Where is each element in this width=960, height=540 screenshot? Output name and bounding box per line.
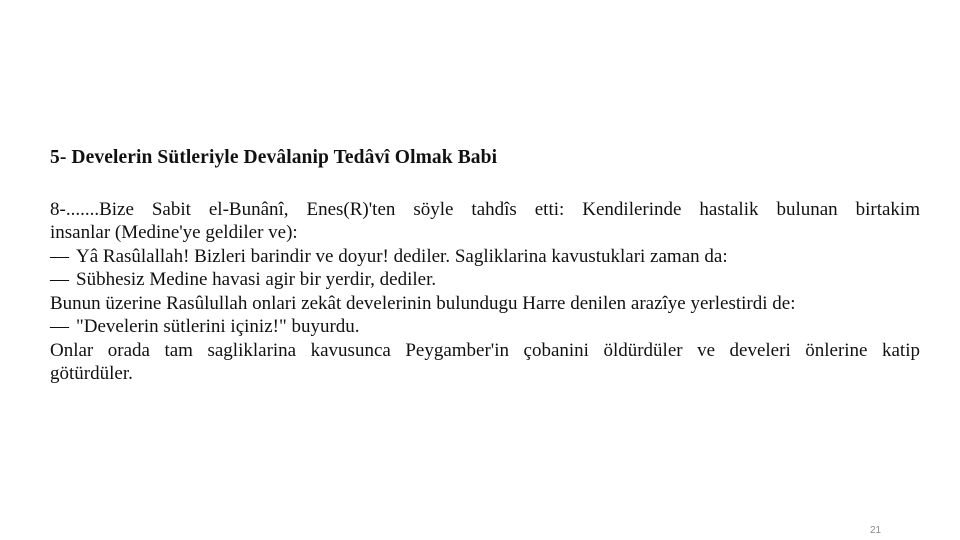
text-line-content: 8-.......Bize Sabit el-Bunânî, Enes(R)'ten söyle tahdîs etti: Kendilerinde hastalik bulunan birtakim — [50, 198, 920, 220]
text-line-content: Yâ Rasûlallah! Bizleri barindir ve doyur! dediler. Sagliklarina kavustuklari zaman da: — [76, 245, 728, 267]
page-number: 21 — [870, 525, 882, 536]
text-line-content: insanlar (Medine'ye geldiler ve): — [50, 222, 298, 243]
text-line-content: "Develerin sütlerini içiniz!" buyurdu. — [76, 316, 360, 337]
em-dash: — — [50, 316, 69, 337]
text-line — [50, 362, 920, 386]
em-dash: — — [50, 269, 69, 290]
document-body — [50, 146, 920, 386]
dialogue-line — [50, 245, 920, 269]
text-line-content: götürdüler. — [50, 363, 133, 384]
text-line-content: Sübhesiz Medine havasi agir bir yerdir, dediler. — [76, 269, 437, 290]
text-line-content: Onlar orada tam sagliklarina kavusunca Peygamber'in çobanini öldürdüler ve develeri önlerine katip — [50, 339, 920, 361]
em-dash: — — [50, 245, 69, 267]
dialogue-line — [50, 268, 920, 292]
section-heading: 5- Develerin Sütleriyle Devâlanip Tedâvî Olmak Babi — [50, 147, 498, 168]
text-line — [50, 221, 920, 245]
text-line — [50, 339, 920, 363]
text-line — [50, 292, 920, 316]
dialogue-line — [50, 315, 920, 339]
text-line-content: Bunun üzerine Rasûlullah onlari zekât develerinin bulundugu Harre denilen arazîye yerlestirdi de: — [50, 292, 796, 314]
text-line — [50, 198, 920, 222]
